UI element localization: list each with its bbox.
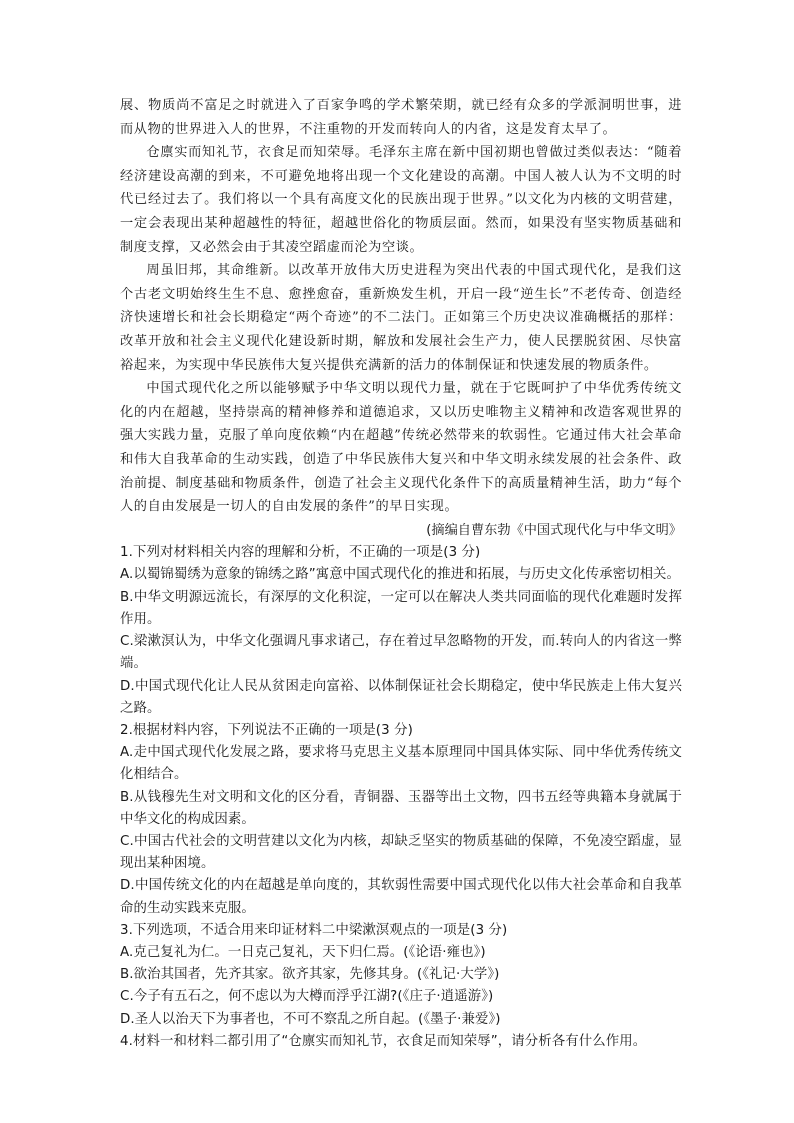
exam-page bbox=[120, 94, 682, 1053]
question-stem: 3.下列选项，不适合用来印证材料二中梁漱溟观点的一项是(3 分) bbox=[120, 922, 508, 938]
question-3 bbox=[120, 920, 682, 1031]
passage-paragraph: 展、物质尚不富足之时就进入了百家争鸣的学术繁荣期，就已经有众多的学派洞明世事，进而从物的世界进入人的世界，不注重物的开发而转向人的内省，这是发育太早了。 bbox=[120, 98, 682, 137]
question-2 bbox=[120, 720, 682, 920]
passage-source-citation: (摘编自曹东勃《中国式现代化与中华文明》 bbox=[426, 522, 682, 538]
answer-option-b: B.欲治其国者，先齐其家。欲齐其家，先修其身。(《礼记·大学》) bbox=[120, 967, 500, 983]
answer-option-a: A.克己复礼为仁。一日克己复礼，天下归仁焉。(《论语·雍也》) bbox=[120, 944, 486, 960]
question-stem: 4.材料一和材料二都引用了“仓廪实而知礼节，衣食足而知荣辱”，请分析各有什么作用。 bbox=[120, 1033, 647, 1049]
answer-option-a: A.以蜀锦蜀绣为意象的锦绣之路”寓意中国式现代化的推进和拓展，与历史文化传承密切相关。 bbox=[120, 567, 681, 583]
answer-option-b: B.从钱穆先生对文明和文化的区分看，青铜器、玉器等出土文物，四书五经等典籍本身就属于中华文化的构成因素。 bbox=[120, 789, 682, 827]
answer-option-a: A.走中国式现代化发展之路，要求将马克思主义基本原理同中国具体实际、同中华优秀传统文化相结合。 bbox=[120, 745, 682, 783]
answer-option-c: C.今子有五石之，何不虑以为大樽而浮乎江湖?(《庄子·逍遥游》) bbox=[120, 989, 494, 1005]
question-stem: 1.下列对材料相关内容的理解和分析，不正确的一项是(3 分) bbox=[120, 545, 481, 561]
answer-option-c: C.中国古代社会的文明营建以文化为内核，却缺乏坚实的物质基础的保障，不免凌空蹈虚，显现出某种困境。 bbox=[120, 833, 682, 872]
question-stem: 2.根据材料内容，下列说法不正确的一项是(3 分) bbox=[120, 722, 413, 738]
question-4 bbox=[120, 1031, 682, 1053]
answer-option-b: B.中华文明源远流长，有深厚的文化积淀，一定可以在解决人类共同面临的现代化难题时发挥作用。 bbox=[120, 589, 682, 627]
passage-paragraph: 周虽旧邦，其命维新。以改革开放伟大历史进程为突出代表的中国式现代化，是我们这个古老文明始终生生不息、愈挫愈奋，重新焕发生机，开启一段“逆生长”不老传奇、创造经济快速增长和社会长期稳定“两个奇迹”的不二法门。正如第三个历史决议准确概括的那样：改革开放和社会主义现代化建设新时期，解放和发展社会生产力，使人民摆脱贫困、尽快富裕起来，为实现中华民族伟大复兴提供充满新的活力的体制保证和快速发展的物质条件。 bbox=[120, 263, 682, 373]
passage-paragraph: 仓廪实而知礼节，衣食足而知荣辱。毛泽东主席在新中国初期也曾做过类似表达：“随着经济建设高潮的到来，不可避免地将出现一个文化建设的高潮。中国人被人认为不文明的时代已经过去了。我们将以一个具有高度文化的民族出现于世界。”以文化为内核的文明营建，一定会表现出某种超越性的特征，超越世俗化的物质层面。然而，如果没有坚实物质基础和制度支撑，又必然会由于其凌空蹈虚而沦为空谈。 bbox=[120, 145, 682, 255]
reading-passage bbox=[120, 94, 682, 542]
answer-option-c: C.梁漱溟认为，中华文化强调凡事求诸己，存在着过早忽略物的开发，而.转向人的内省这一弊端。 bbox=[120, 634, 682, 672]
passage-paragraph: 中国式现代化之所以能够赋予中华文明以现代力量，就在于它既呵护了中华优秀传统文化的内在超越，坚持崇高的精神修养和道德追求，又以历史唯物主义精神和改造客观世界的强大实践力量，克服了单向度依赖“内在超越”传统必然带来的软弱性。它通过伟大社会革命和伟大自我革命的生动实践，创造了中华民族伟大复兴和中华文明永续发展的社会条件、政治前提、制度基础和物质条件，创造了社会主义现代化条件下的高质量精神生活，助力“每个人的自由发展是一切人的自由发展的条件”的早日实现。 bbox=[120, 381, 682, 515]
answer-option-d: D.中国传统文化的内在超越是单向度的，其软弱性需要中国式现代化以伟大社会革命和自我革命的生动实践来克服。 bbox=[120, 878, 682, 916]
answer-option-d: D.中国式现代化让人民从贫困走向富裕、以体制保证社会长期稳定，使中华民族走上伟大复兴之路。 bbox=[120, 678, 682, 716]
answer-option-d: D.圣人以治天下为事者也，不可不察乱之所自起。(《墨子·兼爱》) bbox=[120, 1011, 501, 1027]
question-1 bbox=[120, 542, 682, 720]
question-list bbox=[120, 542, 682, 1053]
